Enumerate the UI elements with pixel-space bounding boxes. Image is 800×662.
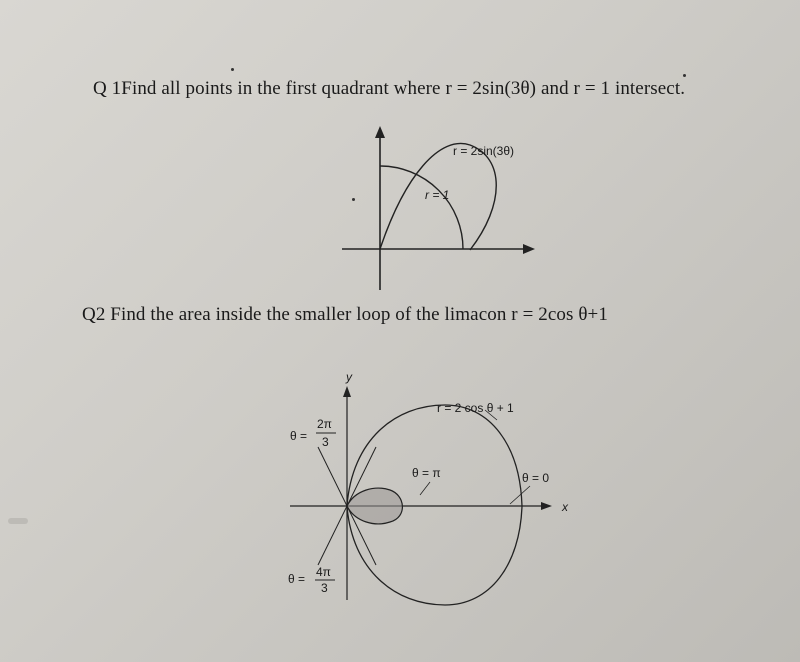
fig2-theta-2pi3-num: 2π [317,417,332,431]
fig2-x-arrow [541,502,552,510]
fig2-inner-loop [347,488,402,524]
fig2-y-arrow [343,386,351,397]
stray-dot [231,68,234,71]
fig1-curve-label: r = 2sin(3θ) [453,144,515,158]
fig2-pointer-pi [420,482,430,495]
fig2-theta-4pi3-lhs: θ = [288,572,306,586]
margin-smudge [8,518,28,524]
fig2-y-label: y [346,370,352,384]
stray-dot [352,198,355,201]
fig2-curve-label: r = 2 cos θ + 1 [437,401,514,415]
fig2-theta-zero-label: θ = 0 [522,471,550,485]
fig2-theta-2pi3-lhs: θ = [290,429,308,443]
fig2-theta-2pi3-den: 3 [322,435,329,449]
question-2-text: Q2 Find the area inside the smaller loop of the limacon r = 2cos θ+1 [82,304,608,325]
stray-dot [683,74,686,77]
fig1-circle-label: r = 1 [425,188,450,202]
question-1-text: Q 1Find all points in the first quadrant where r = 2sin(3θ) and r = 1 intersect. [93,78,686,99]
fig2-theta-4pi3-num: 4π [316,565,331,579]
fig2-theta-pi-label: θ = π [412,466,441,480]
fig2-theta-4pi3-den: 3 [321,581,328,595]
fig2-x-label: x [562,500,568,514]
fig2-pointer-zero [510,486,530,504]
